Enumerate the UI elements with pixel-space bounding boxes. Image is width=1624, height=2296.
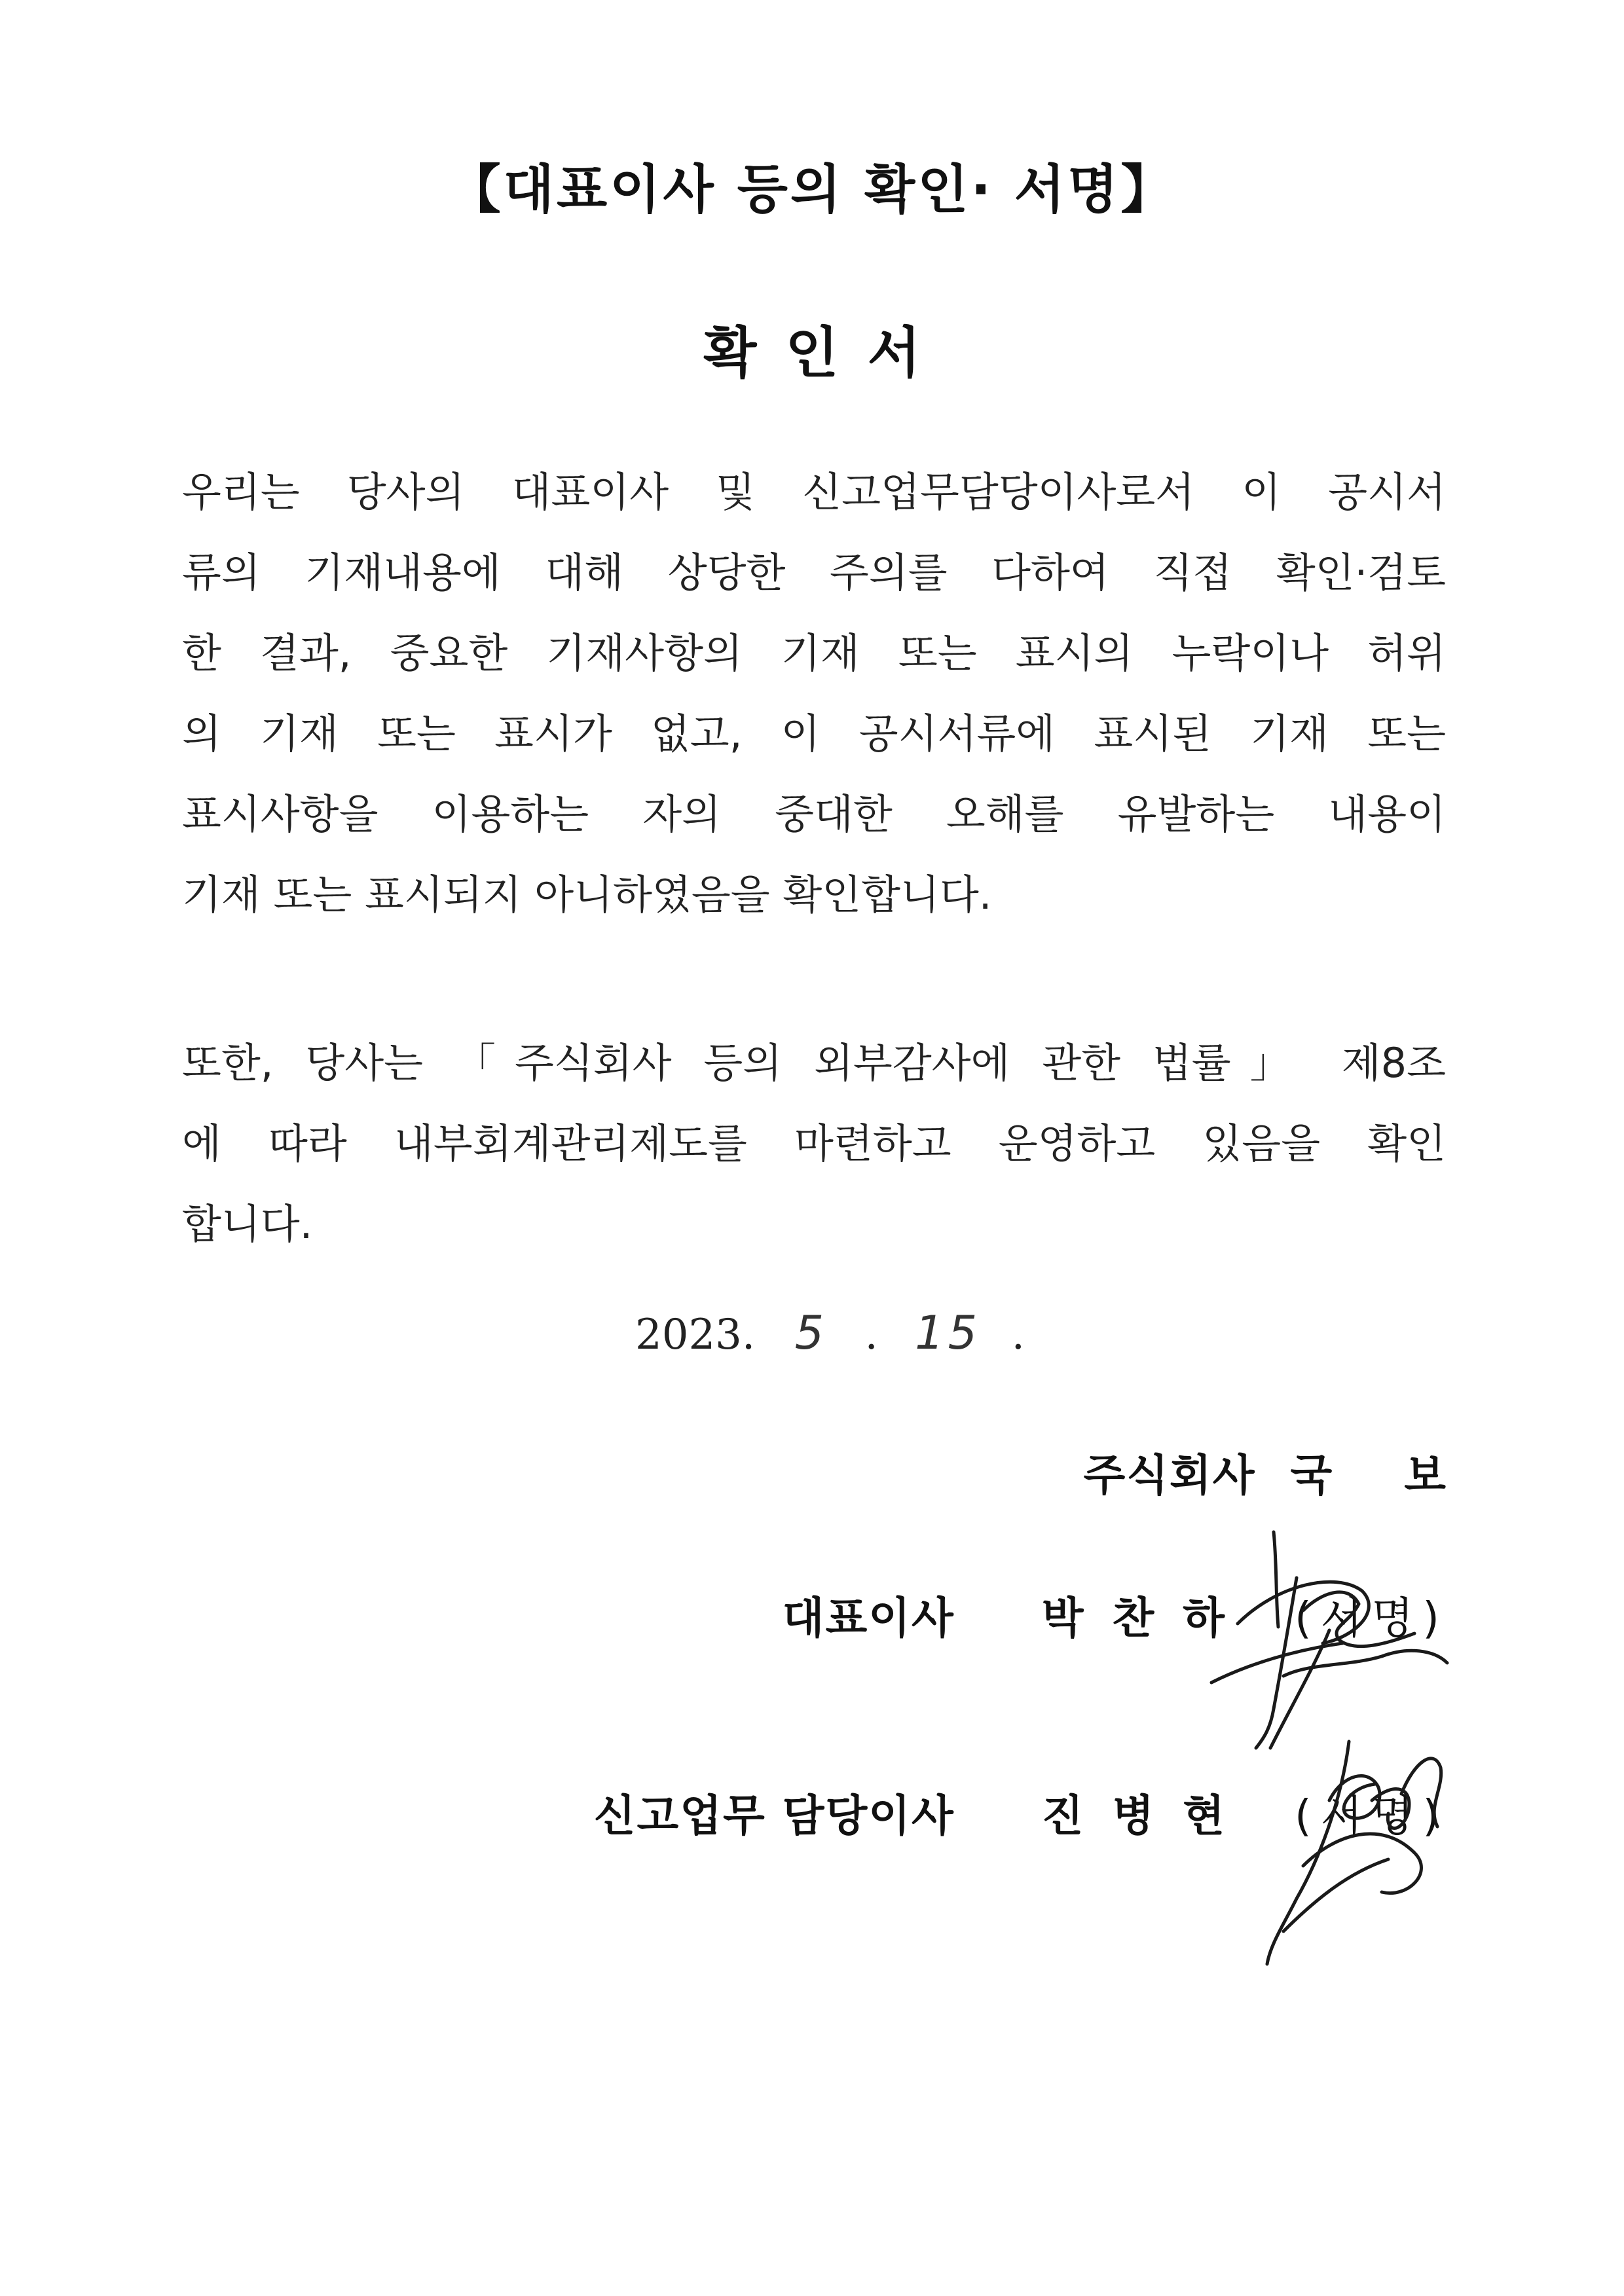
representative-seal-label: (서명) bbox=[1294, 1593, 1449, 1643]
date-separator: . bbox=[864, 1311, 878, 1359]
representative-role: 대표이사 bbox=[782, 1593, 955, 1643]
paragraph-line: 기재 또는 표시되지 아니하였음을 확인합니다. bbox=[182, 871, 992, 919]
date-month-handwritten: 5 bbox=[794, 1306, 828, 1360]
paragraph-line: 표시사항을 이용하는 자의 중대한 오해를 유발하는 내용이 bbox=[182, 790, 1446, 838]
document-title: 확인서 bbox=[703, 321, 950, 385]
date-year: 2023. bbox=[635, 1311, 756, 1359]
company-name bbox=[1083, 1440, 1518, 1503]
company-short-name: 국보 bbox=[1290, 1450, 1518, 1501]
internal-control-paragraph bbox=[182, 1023, 1446, 1264]
representative-name: 박찬하 bbox=[1041, 1593, 1253, 1643]
paragraph-line: 또한, 당사는 「주식회사 등의 외부감사에 관한 법률」 제8조 bbox=[182, 1039, 1446, 1087]
reporting-officer-handwritten-signature bbox=[1244, 1702, 1480, 1977]
paragraph-line: 우리는 당사의 대표이사 및 신고업무담당이사로서 이 공시서 bbox=[182, 468, 1446, 516]
paragraph-line: 합니다. bbox=[182, 1200, 313, 1248]
reporting-officer-seal-label: (서명) bbox=[1294, 1791, 1449, 1841]
reporting-officer-role: 신고업무 담당이사 bbox=[593, 1791, 955, 1841]
document-heading: 【대표이사 등의 확인· 서명】 bbox=[448, 159, 1176, 220]
paragraph-line: 한 결과, 중요한 기재사항의 기재 또는 표시의 누락이나 허위 bbox=[182, 629, 1446, 677]
date-separator: . bbox=[1011, 1311, 1025, 1359]
paragraph-line: 에 따라 내부회계관리제도를 마련하고 운영하고 있음을 확인 bbox=[182, 1120, 1446, 1167]
signing-date bbox=[635, 1306, 1025, 1385]
date-day-handwritten: 15 bbox=[915, 1306, 982, 1360]
paragraph-line: 류의 기재내용에 대해 상당한 주의를 다하여 직접 확인·검토 bbox=[182, 549, 1446, 596]
reporting-officer-name: 진병현 bbox=[1041, 1791, 1253, 1841]
paragraph-line: 의 기재 또는 표시가 없고, 이 공시서류에 표시된 기재 또는 bbox=[182, 710, 1446, 757]
confirmation-paragraph bbox=[182, 452, 1446, 935]
company-prefix: 주식회사 bbox=[1083, 1450, 1256, 1501]
